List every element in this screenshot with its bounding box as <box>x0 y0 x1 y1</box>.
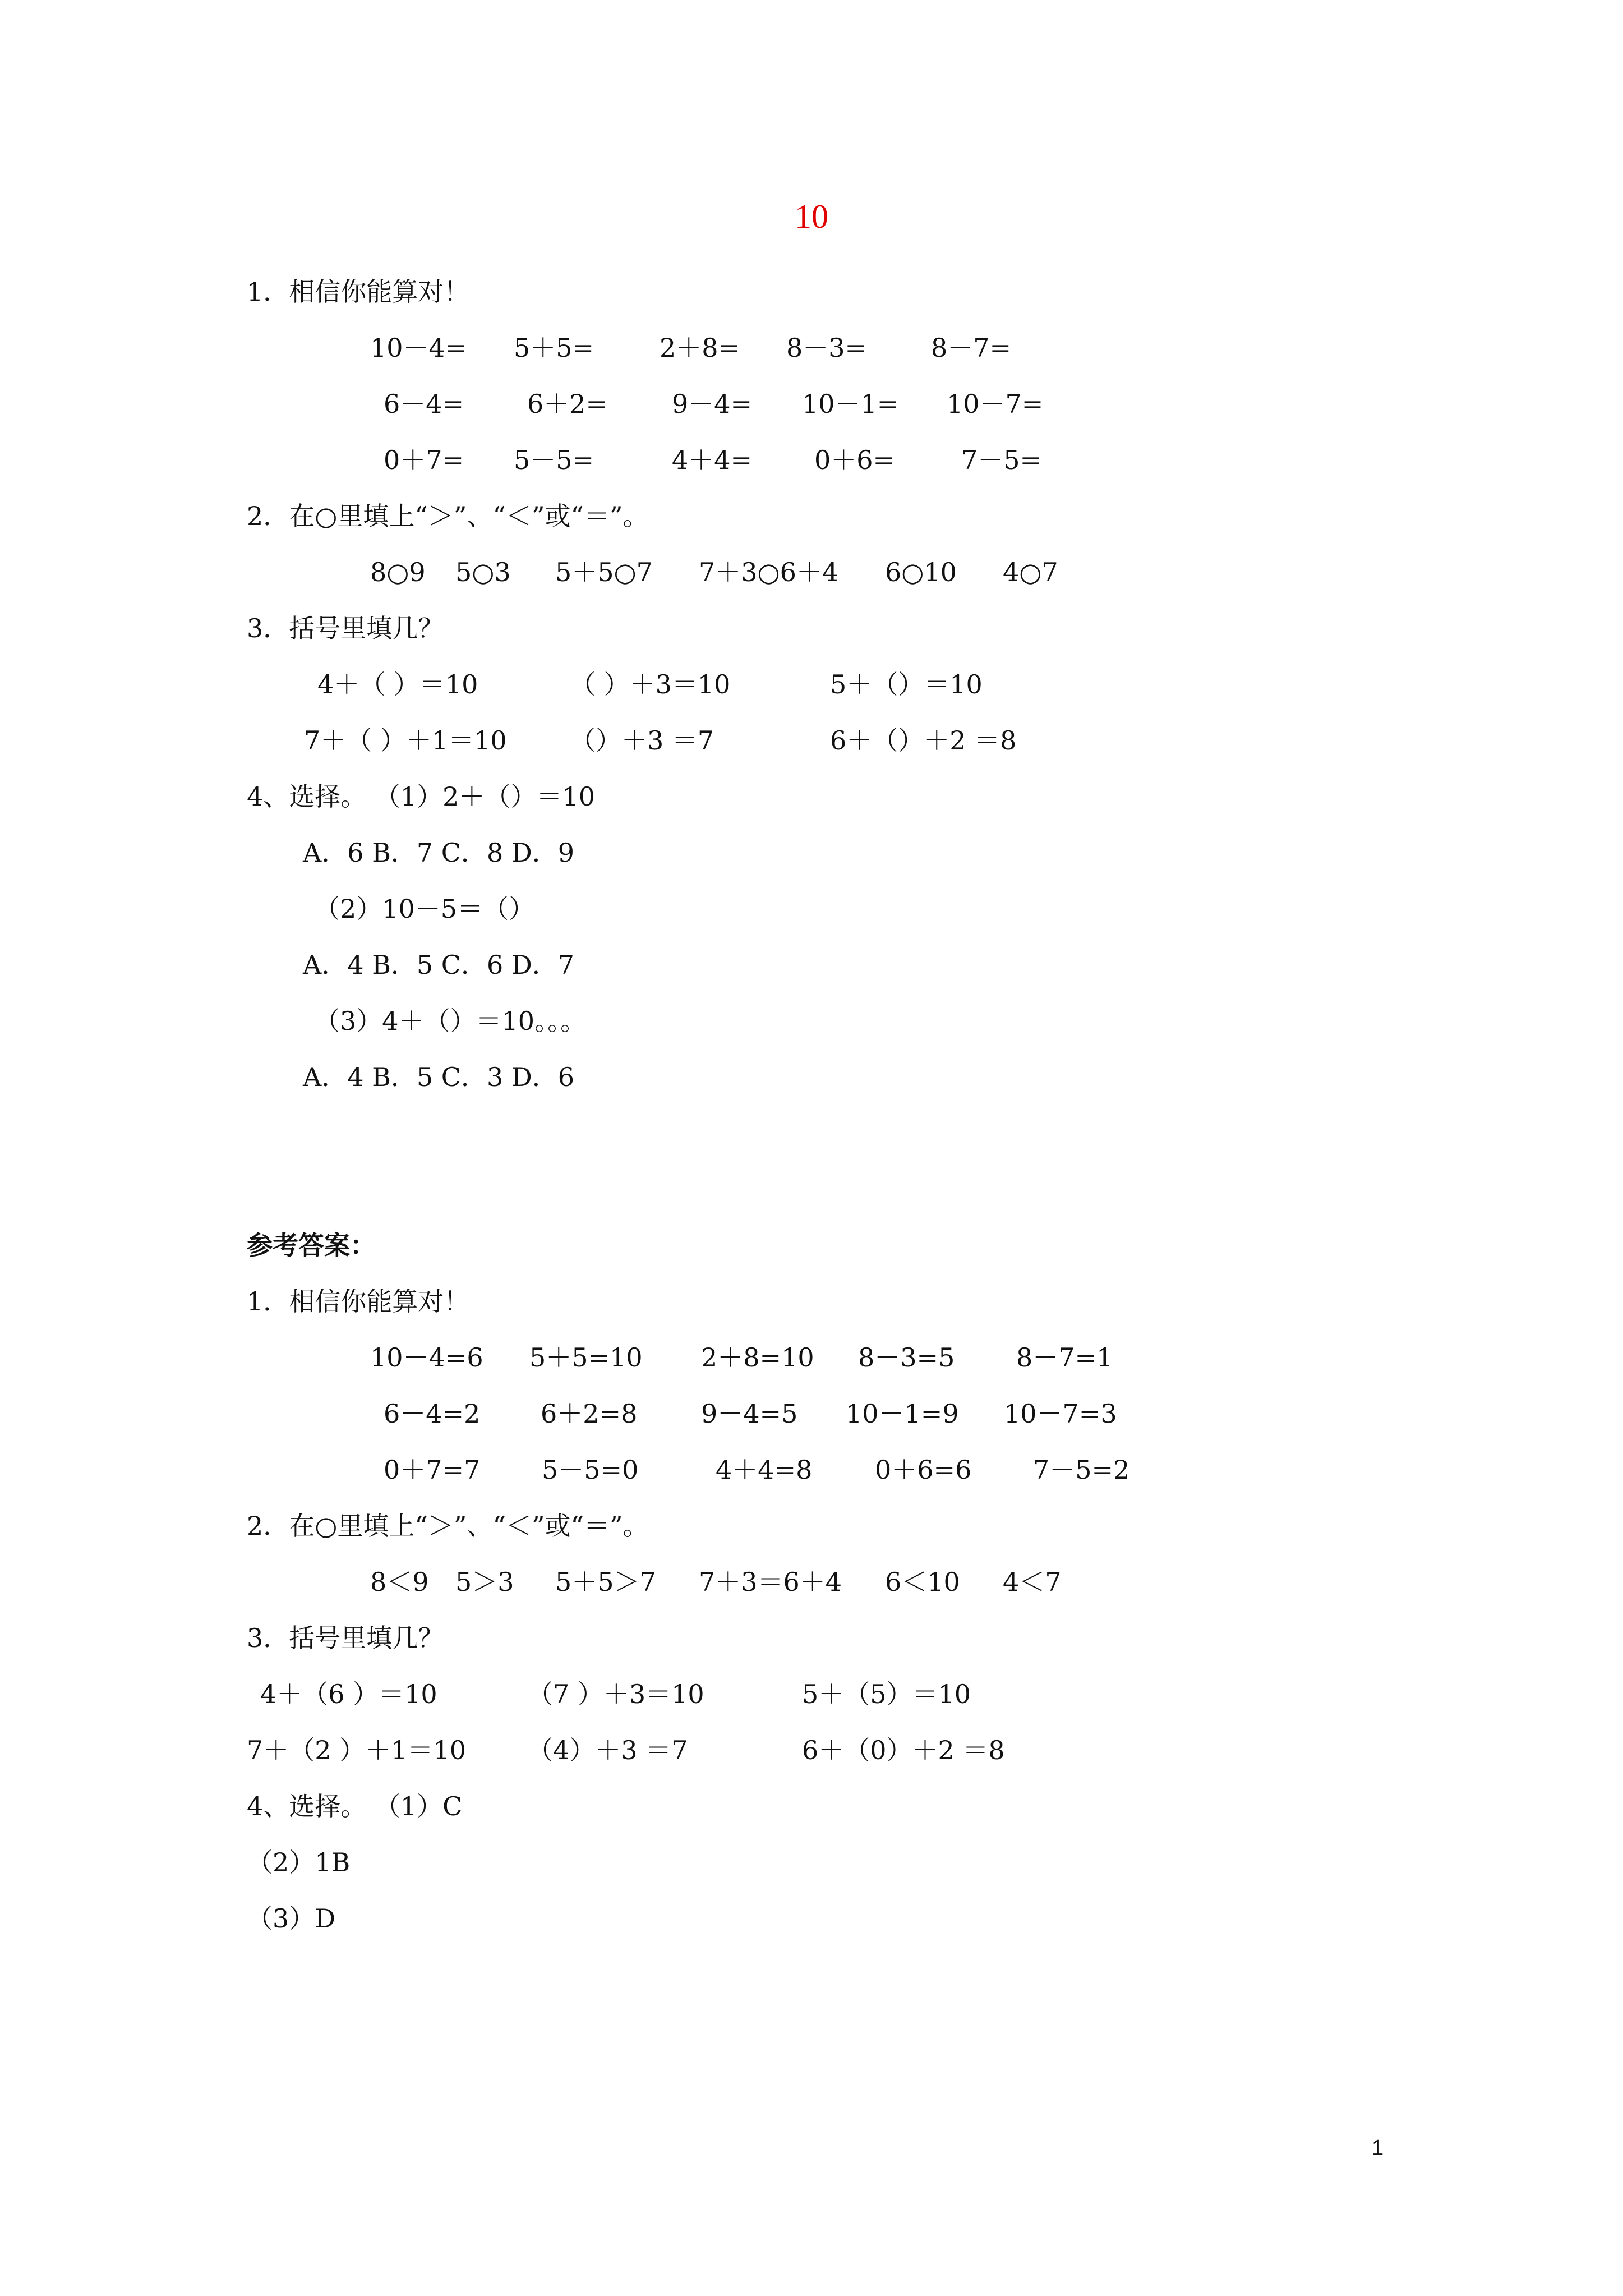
answer-q1-item: 5＋5=10 <box>529 1342 643 1373</box>
q1-item: 6＋2= <box>527 389 608 419</box>
answer-q1-item: 0＋6=6 <box>875 1455 972 1485</box>
q3-heading: 3．括号里填几？ <box>247 613 444 643</box>
answer-q2-item: 5＞3 <box>455 1567 514 1597</box>
answer-q4-heading: 4、选择。 （1）C <box>247 1791 463 1821</box>
answer-q1-item: 6＋2=8 <box>541 1398 638 1429</box>
answers-heading: 参考答案： <box>247 1230 376 1260</box>
q4-line: （2）10－5＝（） <box>314 894 535 924</box>
page-title: 10 <box>795 198 828 235</box>
q2-item: 5○3 <box>455 557 511 587</box>
q2-item: 4○7 <box>1003 557 1058 587</box>
q3-item: （ ）＋3＝10 <box>570 669 731 700</box>
answer-q1-item: 2＋8=10 <box>701 1342 814 1373</box>
q4-line: A．6 B．7 C．8 D．9 <box>303 838 575 868</box>
answer-q3-heading: 3．括号里填几？ <box>247 1623 444 1653</box>
q2-heading: 2．在○里填上“＞”、“＜”或“＝”。 <box>247 501 649 531</box>
q2-item: 6○10 <box>885 557 957 587</box>
answer-q1-item: 9－4=5 <box>701 1398 798 1429</box>
answer-q1-item: 8－7=1 <box>1016 1342 1113 1373</box>
answer-q1-item: 5－5=0 <box>542 1455 639 1485</box>
answer-q3-item: 4＋（6 ）＝10 <box>260 1679 437 1709</box>
q3-item: 6＋（）＋2 ＝8 <box>830 725 1017 756</box>
q1-item: 10－7= <box>947 389 1044 419</box>
q1-item: 6－4= <box>384 389 464 419</box>
answer-q1-heading: 1．相信你能算对！ <box>247 1286 470 1317</box>
q1-item: 8－7= <box>931 333 1012 363</box>
q1-item: 9－4= <box>672 389 753 419</box>
q3-item: 7＋（ ）＋1＝10 <box>304 725 507 756</box>
answer-q1-item: 4＋4=8 <box>716 1455 813 1485</box>
q2-item: 7＋3○6＋4 <box>699 557 839 587</box>
q1-item: 0＋6= <box>814 445 895 475</box>
page-number: 1 <box>1372 2136 1384 2160</box>
answer-q4-line: （2）1B <box>247 1847 351 1878</box>
q1-item: 5－5= <box>514 445 594 475</box>
q1-heading: 1．相信你能算对！ <box>247 277 470 307</box>
answer-q1-item: 8－3=5 <box>858 1342 955 1373</box>
q2-item: 8○9 <box>370 557 426 587</box>
answer-q4-line: （3）D <box>247 1903 336 1934</box>
answer-q3-item: 6＋（0）＋2 ＝8 <box>802 1735 1005 1765</box>
answer-q2-item: 4＜7 <box>1003 1567 1062 1597</box>
answer-q2-item: 6＜10 <box>885 1567 960 1597</box>
answer-q1-item: 7－5=2 <box>1033 1455 1130 1485</box>
answer-q1-item: 10－7=3 <box>1004 1398 1117 1429</box>
answer-q1-item: 0＋7=7 <box>384 1455 481 1485</box>
answer-q2-item: 8＜9 <box>370 1567 429 1597</box>
q4-line: （3）4＋（）＝10。。。 <box>314 1006 587 1036</box>
q4-line: A．4 B．5 C．3 D．6 <box>303 1062 575 1092</box>
answer-q1-item: 6－4=2 <box>384 1398 481 1429</box>
answer-q3-item: 5＋（5）＝10 <box>802 1679 971 1709</box>
answer-q1-item: 10－1=9 <box>846 1398 959 1429</box>
q1-item: 10－1= <box>802 389 899 419</box>
q2-item: 5＋5○7 <box>555 557 653 587</box>
q1-item: 5＋5= <box>514 333 594 363</box>
q1-item: 2＋8= <box>660 333 740 363</box>
q1-item: 4＋4= <box>672 445 753 475</box>
q3-item: 4＋（ ）＝10 <box>317 669 478 700</box>
answer-q2-heading: 2．在○里填上“＞”、“＜”或“＝”。 <box>247 1511 649 1541</box>
answer-q2-item: 7＋3＝6＋4 <box>699 1567 842 1597</box>
q1-item: 8－3= <box>786 333 867 363</box>
answer-q1-item: 10－4=6 <box>370 1342 483 1373</box>
answer-q3-item: （7 ）＋3＝10 <box>527 1679 704 1709</box>
q3-item: 5＋（）＝10 <box>830 669 983 700</box>
q3-item: （）＋3 ＝7 <box>570 725 714 756</box>
q4-heading: 4、选择。 （1）2＋（）＝10 <box>247 781 595 812</box>
answer-q3-item: 7＋（2 ）＋1＝10 <box>247 1735 466 1765</box>
q1-item: 0＋7= <box>384 445 464 475</box>
q4-line: A．4 B．5 C．6 D．7 <box>303 950 575 980</box>
answer-q2-item: 5＋5＞7 <box>555 1567 656 1597</box>
answer-q3-item: （4）＋3 ＝7 <box>527 1735 688 1765</box>
q1-item: 10－4= <box>370 333 467 363</box>
q1-item: 7－5= <box>961 445 1042 475</box>
